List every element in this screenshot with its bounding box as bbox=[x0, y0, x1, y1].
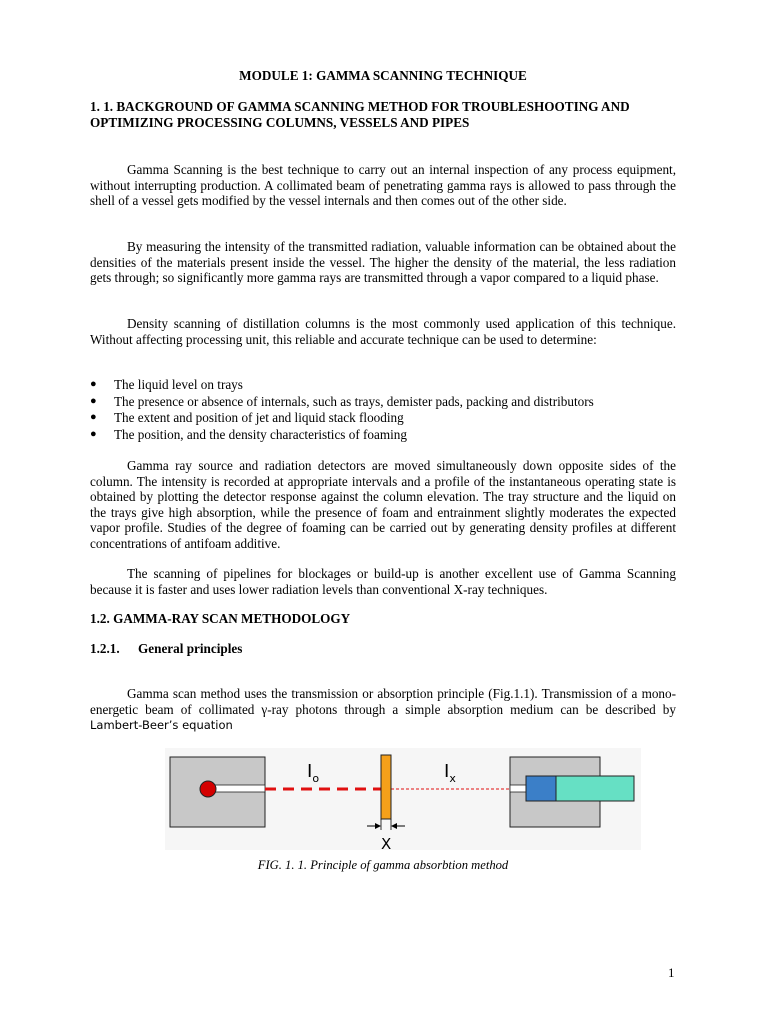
subsection-title: General principles bbox=[138, 641, 243, 656]
section-heading-line-1: 1. 1. BACKGROUND OF GAMMA SCANNING METHOD FOR TROUBLESHOOTING AND bbox=[90, 99, 630, 114]
gamma-source bbox=[200, 781, 216, 797]
section-heading-line-2: OPTIMIZING PROCESSING COLUMNS, VESSELS AND PIPES bbox=[90, 114, 470, 130]
list-item: ● The liquid level on trays bbox=[90, 377, 243, 392]
bullet-icon: ● bbox=[90, 427, 97, 440]
page-number: 1 bbox=[668, 965, 675, 980]
subsection-number: 1.2.1. bbox=[90, 641, 120, 656]
gamma-absorption-figure bbox=[165, 748, 641, 850]
paragraph-intensity: By measuring the intensity of the transmitted radiation, valuable information can be obtained about the densities of the materials present inside the vessel. The higher the density of the material, the less radiation gets through; so significantly more gamma rays are transmitted through a vapor compared to a liquid phase. bbox=[90, 239, 676, 286]
bullet-icon: ● bbox=[90, 378, 97, 390]
list-item: ● The presence or absence of internals, such as trays, demister pads, packing and distributors bbox=[90, 393, 594, 409]
equation-name: Lambert-Beer’s equation bbox=[90, 718, 233, 733]
absorber-slab bbox=[381, 755, 391, 819]
bullet-icon: ● bbox=[90, 411, 97, 424]
figure-caption: FIG. 1. 1. Principle of gamma absorbtion method bbox=[257, 858, 509, 872]
paragraph-pipelines: The scanning of pipelines for blockages or build-up is another excellent use of Gamma Scanning because it is faster and uses lower radiation levels than conventional X-ray techniques. bbox=[90, 566, 676, 597]
paragraph-principles: Gamma scan method uses the transmission or absorption principle (Fig.1.1). Transmission of a mono-energetic beam of collimated γ-ray photons through a simple absorption medium can be described by Lambert-Beer’s equation bbox=[90, 686, 676, 733]
bullet-list bbox=[90, 377, 676, 443]
section-heading-1-2: 1.2. GAMMA-RAY SCAN METHODOLOGY bbox=[90, 611, 351, 626]
detector-body bbox=[556, 776, 634, 801]
transmitted-intensity-label: $I_x$ bbox=[444, 761, 456, 785]
thickness-label: X bbox=[381, 835, 392, 850]
module-title: MODULE 1: GAMMA SCANNING TECHNIQUE bbox=[239, 68, 527, 83]
paragraph-intro: Gamma Scanning is the best technique to carry out an internal inspection of any process equipment, without interrupting production. A collimated beam of penetrating gamma rays is allowed to pass through the shell of a vessel gets modified by the vessel internals and then comes out of the other side. bbox=[90, 162, 676, 209]
detector-collimator-slit bbox=[510, 785, 526, 792]
bullet-icon: ● bbox=[90, 394, 97, 407]
incident-intensity-label: $I_o$ bbox=[307, 761, 320, 785]
list-item: ● The position, and the density characteristics of foaming bbox=[90, 426, 407, 442]
subsection-heading-1-2-1 bbox=[90, 641, 242, 657]
source-collimator-slit bbox=[215, 785, 265, 792]
section-heading-1-1 bbox=[90, 99, 676, 130]
detector-crystal bbox=[526, 776, 556, 801]
paragraph-gamma-source: Gamma ray source and radiation detectors are moved simultaneously down opposite sides of the column. The intensity is recorded at appropriate intervals and a profile of the instantaneous operating state is obtained by plotting the detector response against the column elevation. The tray structure and the liquid on the trays give high absorption, while the presence of foam and entrainment slightly moderates the expected vapor profile. Studies of the degree of foaming can be carried out by generating density profiles at different concentrations of antifoam additive. bbox=[90, 458, 676, 551]
list-item: ● The extent and position of jet and liquid stack flooding bbox=[90, 410, 404, 426]
paragraph-density-scanning: Density scanning of distillation columns is the most commonly used application of this technique. Without affecting processing unit, this reliable and accurate technique can be used to determine: bbox=[90, 316, 676, 347]
